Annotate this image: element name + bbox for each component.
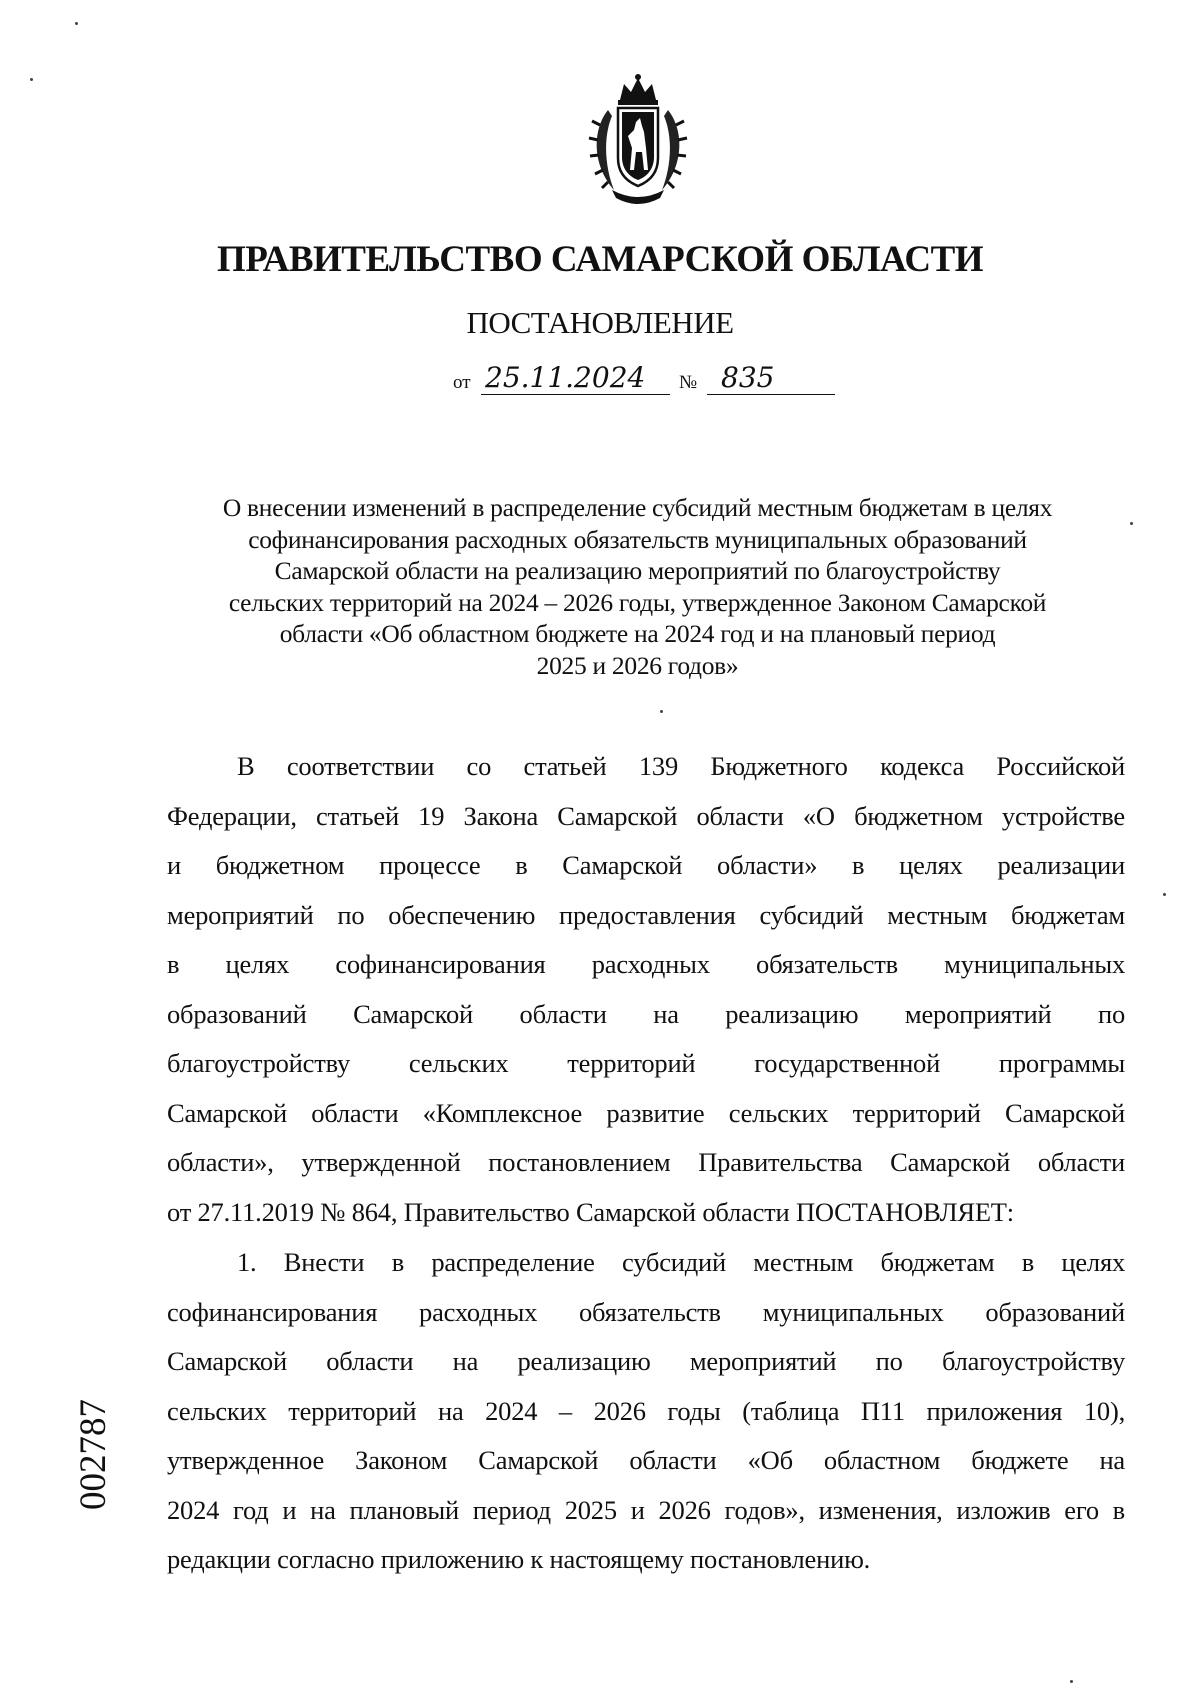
date-number-line <box>453 362 843 396</box>
text-line: образований Самарской области на реализацию мероприятий по <box>167 998 1125 1029</box>
subject-line: сельских территорий на 2024 – 2026 годы, утвержденное Законом Самарской <box>228 587 1047 617</box>
document-subject <box>150 492 1125 681</box>
scan-speck <box>1130 522 1133 525</box>
document-number: 835 <box>707 362 835 395</box>
text-line: утвержденное Законом Самарской области «Об областном бюджете на <box>167 1445 1125 1475</box>
document-type: ПОСТАНОВЛЕНИЕ <box>466 305 734 340</box>
subject-line: области «Об областном бюджете на 2024 год и на плановый период <box>279 619 996 648</box>
subject-line: софинансирования расходных обязательств муниципальных образований <box>248 524 1027 554</box>
subject-line: 2025 и 2026 годов» <box>536 650 739 680</box>
samara-coat-of-arms-icon <box>578 70 698 210</box>
text-line: Самарской области на реализацию мероприятий по благоустройству <box>167 1346 1125 1376</box>
date-prefix: от <box>453 372 471 393</box>
text-line: софинансирования расходных обязательств муниципальных образований <box>167 1296 1125 1327</box>
text-line: Самарской области «Комплексное развитие сельских территорий Самарской <box>167 1097 1125 1128</box>
scan-speck <box>30 78 33 81</box>
clause-1-paragraph <box>167 1238 1125 1585</box>
text-line: от 27.11.2019 № 864, Правительство Самарской области ПОСТАНОВЛЯЕТ: <box>167 1196 1014 1227</box>
government-title: ПРАВИТЕЛЬСТВО САМАРСКОЙ ОБЛАСТИ <box>216 239 984 280</box>
subject-line: Самарской области на реализацию мероприятий по благоустройству <box>274 556 1001 585</box>
registration-number: 002787 <box>73 1399 114 1510</box>
text-line: 1. Внести в распределение субсидий местным бюджетам в целях <box>237 1247 1125 1277</box>
text-line: сельских территорий на 2024 – 2026 годы (таблица П11 приложения 10), <box>167 1395 1125 1426</box>
text-line: В соответствии со статьей 139 Бюджетного кодекса Российской <box>237 751 1125 781</box>
number-label: № <box>679 372 698 393</box>
text-line: мероприятий по обеспечению предоставления субсидий местным бюджетам <box>167 899 1125 930</box>
text-line: редакции согласно приложению к настоящему постановлению. <box>167 1544 871 1574</box>
subject-line: О внесении изменений в распределение субсидий местным бюджетам в целях <box>222 493 1053 522</box>
scan-speck <box>75 22 78 25</box>
document-date: 25.11.2024 <box>481 362 670 395</box>
text-line: Федерации, статьей 19 Закона Самарской области «О бюджетном устройстве <box>167 800 1125 831</box>
text-line: благоустройству сельских территорий государственной программы <box>167 1048 1125 1078</box>
preamble-paragraph <box>167 742 1125 1237</box>
text-line: 2024 год и на плановый период 2025 и 2026 годов», изменения, изложив его в <box>167 1494 1125 1525</box>
scan-speck <box>1163 893 1166 896</box>
scan-speck <box>660 710 663 713</box>
text-line: в целях софинансирования расходных обязательств муниципальных <box>167 949 1125 979</box>
text-line: области», утвержденной постановлением Правительства Самарской области <box>167 1147 1125 1177</box>
text-line: и бюджетном процессе в Самарской области» в целях реализации <box>167 850 1125 880</box>
scan-speck <box>1070 1680 1073 1683</box>
